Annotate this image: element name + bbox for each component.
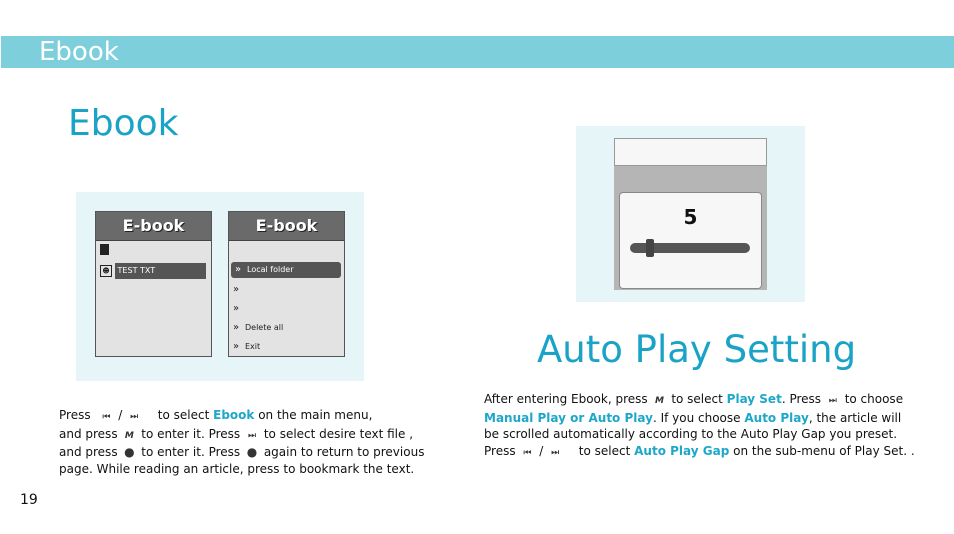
menu-item-2[interactable] <box>233 282 245 298</box>
text-line: After entering Ebook, press M to select Play Set. Press ⏭ to choose <box>484 391 915 410</box>
file-row[interactable] <box>100 263 208 279</box>
chevron-right-icon: » <box>233 322 240 333</box>
gap-setting-box <box>619 192 762 289</box>
chevron-right-icon: » <box>233 284 240 295</box>
text-line: Press ⏮ / ⏭ to select Ebook on the main menu, <box>59 407 424 426</box>
menu-item-delete-all[interactable]: » Delete all <box>233 320 283 336</box>
next-icon: ⏭ <box>551 447 560 458</box>
next-icon: ⏭ <box>828 396 837 406</box>
ebook-screen-main <box>95 211 212 357</box>
text-line: page. While reading an article, press to bookmark the text. <box>59 461 415 476</box>
file-icon: ☻ <box>100 265 112 277</box>
folder-icon <box>100 244 109 255</box>
ebook-instructions <box>59 407 424 477</box>
text-line: Manual Play or Auto Play. If you choose Auto Play, the article will <box>484 410 902 425</box>
header-banner <box>1 36 954 68</box>
screen-title-bar: E-book <box>229 212 344 241</box>
auto-play-heading: Auto Play Setting <box>537 328 857 371</box>
text-line: be scrolled automatically according to the Auto Play Gap you preset. <box>484 427 898 441</box>
play-icon: ● <box>246 445 258 459</box>
mode-icon: M <box>655 396 664 406</box>
file-name: TEST TXT <box>115 263 206 279</box>
chevron-right-icon: » <box>233 341 240 352</box>
chevron-right-icon: » <box>233 303 240 314</box>
banner-title: Ebook <box>39 37 119 67</box>
prev-icon: ⏮ <box>523 447 532 458</box>
auto-play-instructions <box>484 391 915 461</box>
page-number: 19 <box>20 492 38 508</box>
device-screen <box>614 138 767 290</box>
chevron-right-icon: » <box>235 264 242 275</box>
next-icon: ⏭ <box>247 430 257 441</box>
gap-value: 5 <box>683 205 698 229</box>
text-line: Press ⏮ / ⏭ to select Auto Play Gap on the sub-menu of Play Set. . <box>484 443 915 462</box>
menu-item-exit[interactable]: » Exit <box>233 339 260 355</box>
screen-top-bar <box>614 138 767 166</box>
menu-item-local-folder[interactable]: » Local folder <box>231 262 341 278</box>
prev-icon: ⏮ <box>102 412 111 422</box>
ebook-screen-menu <box>228 211 345 357</box>
auto-play-screen-panel <box>576 126 805 302</box>
play-icon: ● <box>124 445 135 459</box>
menu-item-3[interactable] <box>233 301 245 317</box>
text-line: and press ● to enter it. Press ● again to return to previous <box>59 445 425 459</box>
screen-title-bar: E-book <box>96 212 211 241</box>
ebook-heading: Ebook <box>68 103 179 144</box>
gap-slider-handle[interactable] <box>646 239 654 257</box>
folder-icon-row <box>100 244 109 260</box>
text-line: and press M to enter it. Press ⏭ to select desire text file , <box>59 426 424 445</box>
next-icon: ⏭ <box>130 412 139 422</box>
mode-icon: M <box>124 430 134 441</box>
